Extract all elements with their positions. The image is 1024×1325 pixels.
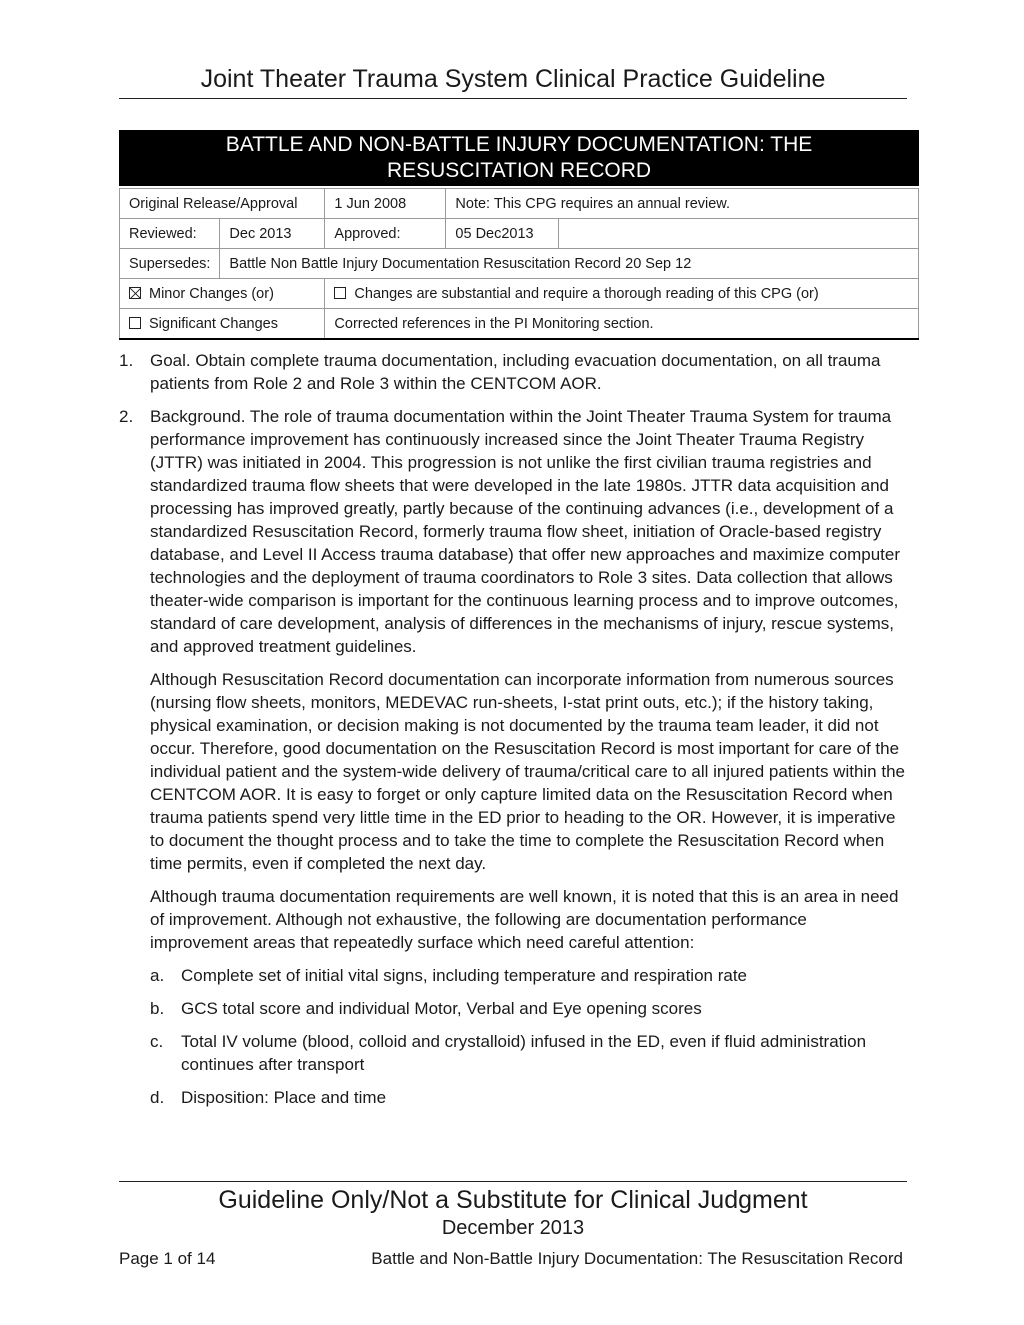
header-title: Joint Theater Trauma System Clinical Practice Guideline: [200, 65, 826, 93]
footer-disclaimer: Guideline Only/Not a Substitute for Clinical Judgment: [218, 1186, 808, 1214]
section-number: 2.: [119, 407, 134, 426]
release-info-table: [119, 188, 919, 340]
page-number: Page 1 of 14: [119, 1249, 216, 1268]
empty-cell: [559, 219, 919, 249]
document-title-bar: [119, 130, 919, 186]
list-item-letter: c.: [150, 1032, 164, 1051]
document-body: [119, 349, 909, 1119]
section-goal: [119, 349, 909, 395]
corrected-references-note: Corrected references in the PI Monitoring section.: [325, 309, 919, 340]
significant-changes-cell: [120, 309, 325, 340]
list-item: [150, 1030, 909, 1076]
document-title-line-2: RESUSCITATION RECORD: [386, 159, 652, 182]
background-paragraph-3: Although trauma documentation requirements are well known, it is noted that this is an area in need of improvement. Although not exhaustive, the following are documentation performance improvement areas that repeatedly surface which need careful attention:: [150, 887, 899, 952]
list-item-letter: a.: [150, 966, 165, 985]
approved-label: Approved:: [325, 219, 446, 249]
list-item-text: Disposition: Place and time: [181, 1088, 387, 1107]
footer-divider: [119, 1181, 907, 1182]
list-item: [150, 997, 909, 1020]
list-item-text: GCS total score and individual Motor, Verbal and Eye opening scores: [181, 999, 702, 1018]
original-release-value: 1 Jun 2008: [325, 189, 446, 219]
significant-changes-label: Significant Changes: [149, 315, 278, 332]
list-item: [150, 964, 909, 987]
substantial-changes-cell: [325, 279, 919, 309]
document-title-line-1: BATTLE AND NON-BATTLE INJURY DOCUMENTATION: THE: [225, 133, 813, 156]
reviewed-label: Reviewed:: [120, 219, 220, 249]
annual-review-note: Note: This CPG requires an annual review.: [446, 189, 919, 219]
table-row: [120, 219, 919, 249]
background-paragraph-1: Background. The role of trauma documentation within the Joint Theater Trauma System for trauma performance improvement has continuously increased since the Joint Theater Trauma Registry (JTTR) was initiated in 2004. This progression is not unlike the first civilian trauma registries and standardized trauma flow sheets that were developed in the late 1980s. JTTR data acquisition and processing has improved greatly, partly because of the continuing advances (i.e., development of a standardized Resuscitation Record, formerly trauma flow sheet, initiation of Oracle-based registry database, and Level II Access trauma database) that offer new approaches and maximize computer technologies and the deployment of trauma coordinators to Role 3 sites. Data collection that allows theater-wide comparison is important for the continuous learning process and to improve outcomes, standard of care development, analysis of differences in the mechanisms of injury, rescue systems, and approved treatment guidelines.: [150, 407, 901, 656]
substantial-changes-checkbox[interactable]: [334, 287, 346, 299]
substantial-changes-label: Changes are substantial and require a thorough reading of this CPG (or): [354, 285, 819, 302]
table-row: [120, 249, 919, 279]
page-header: [119, 62, 907, 99]
approved-value: 05 Dec2013: [446, 219, 559, 249]
minor-changes-cell: [120, 279, 325, 309]
section-text: Goal. Obtain complete trauma documentation, including evacuation documentation, on all trauma patients from Role 2 and Role 3 within the CENTCOM AOR.: [150, 351, 881, 393]
reviewed-value: Dec 2013: [220, 219, 325, 249]
supersedes-label: Supersedes:: [120, 249, 220, 279]
table-row: [120, 189, 919, 219]
section-number: 1.: [119, 351, 134, 370]
list-item-letter: d.: [150, 1088, 165, 1107]
minor-changes-checkbox[interactable]: [129, 287, 141, 299]
list-item: [150, 1086, 909, 1109]
supersedes-value: Battle Non Battle Injury Documentation Resuscitation Record 20 Sep 12: [220, 249, 919, 279]
significant-changes-checkbox[interactable]: [129, 317, 141, 329]
original-release-label: Original Release/Approval: [120, 189, 325, 219]
minor-changes-label: Minor Changes (or): [149, 285, 274, 302]
footer-date: December 2013: [441, 1217, 585, 1239]
background-paragraph-2: Although Resuscitation Record documentation can incorporate information from numerous sources (nursing flow sheets, monitors, MEDEVAC run-sheets, I-stat print outs, etc.); if the history taking, physical examination, or decision making is not documented by the trauma team leader, it did not occur. Therefore, good documentation on the Resuscitation Record is most important for care of the individual patient and the system-wide delivery of trauma/critical care to all injured patients within the CENTCOM AOR. It is easy to forget or only capture limited data on the Resuscitation Record when trauma patients spend very little time in the ED prior to heading to the OR. However, it is imperative to document the thought process and to take the time to complete the Resuscitation Record when time permits, even if completed the next day.: [150, 670, 905, 873]
table-row: [120, 309, 919, 340]
list-item-letter: b.: [150, 999, 165, 1018]
list-item-text: Total IV volume (blood, colloid and crystalloid) infused in the ED, even if fluid administration continues after transport: [181, 1032, 867, 1074]
list-item-text: Complete set of initial vital signs, including temperature and respiration rate: [181, 966, 748, 985]
footer-document-title: Battle and Non-Battle Injury Documentation: The Resuscitation Record: [371, 1249, 903, 1268]
table-row: [120, 279, 919, 309]
section-background: [119, 405, 909, 1109]
